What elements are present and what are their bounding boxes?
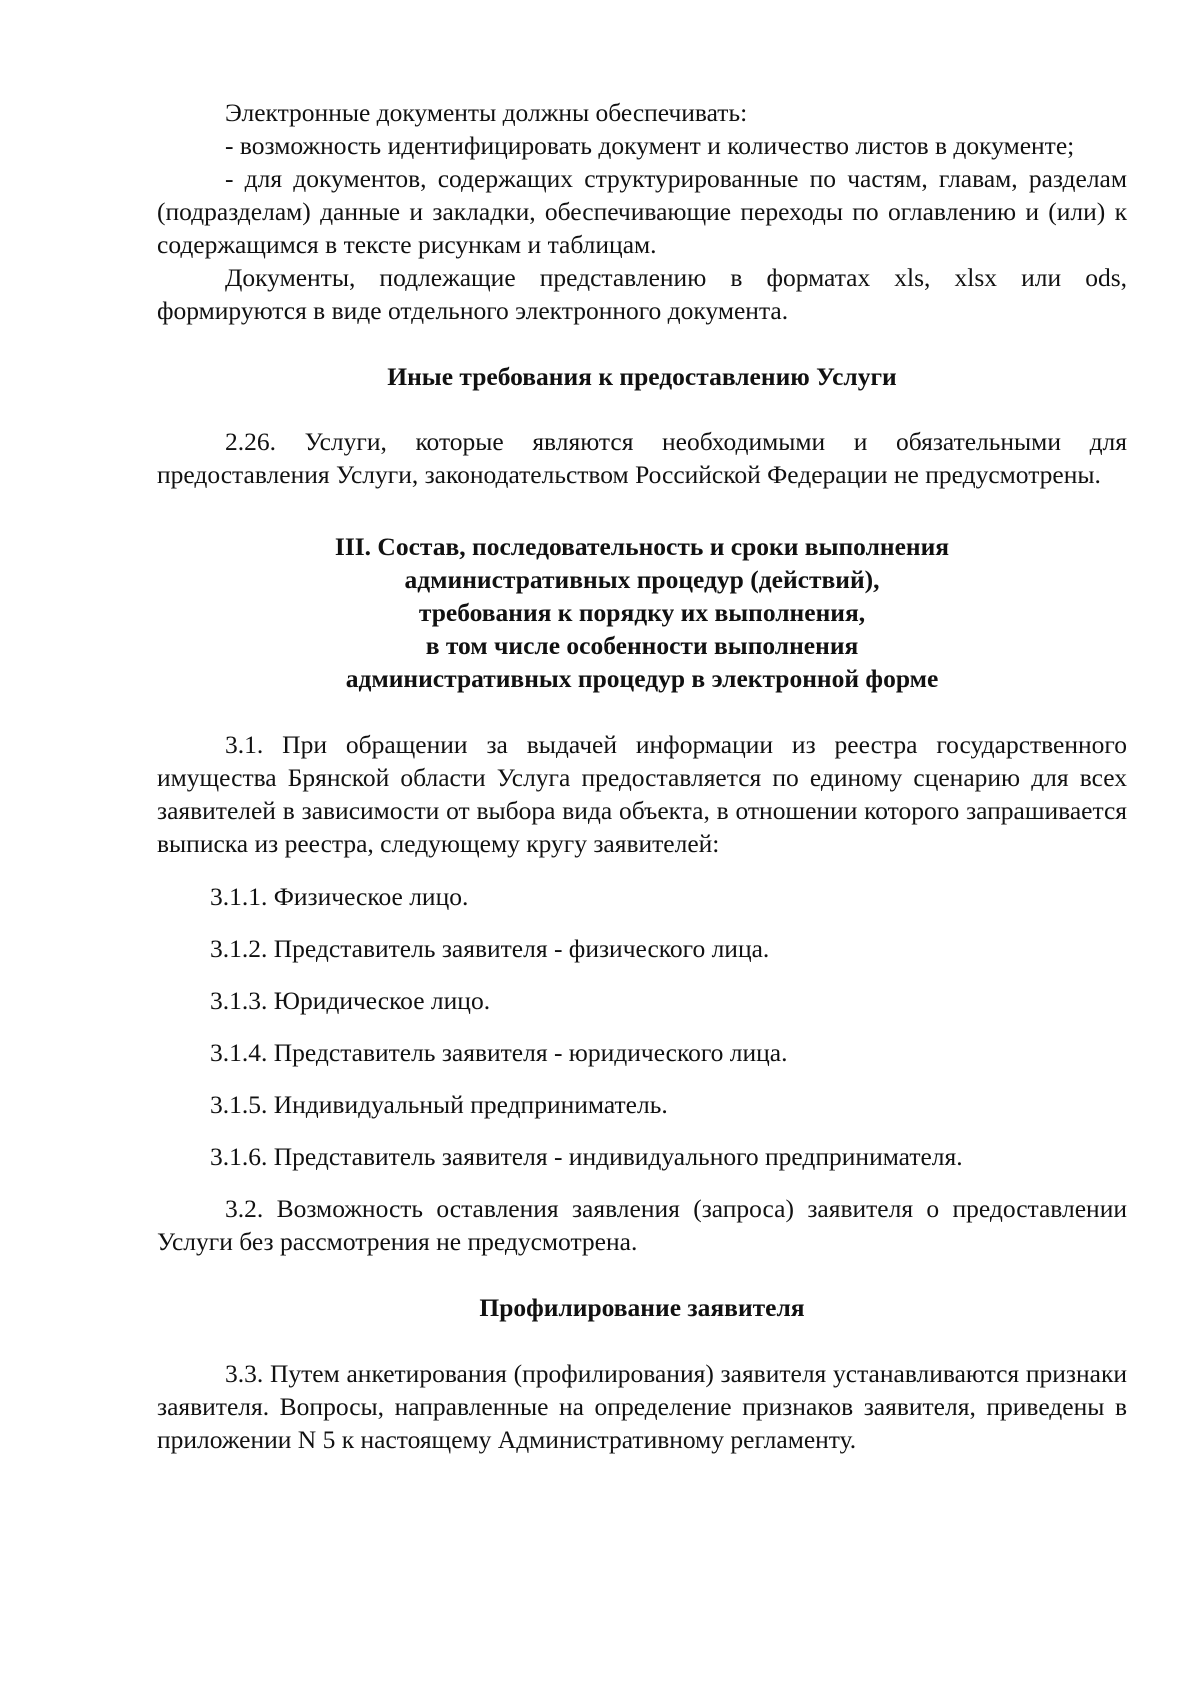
section-3-heading-line: административных процедур в электронной форме <box>345 664 939 693</box>
paragraph-3-1: 3.1. При обращении за выдачей информации из реестра государственного имущества Брянской области Услуга предоставляется по единому сценарию для всех заявителей в зависимости от выбора вида объекта, в отношении которого запрашивается выписка из реестра, следующему кругу заявителей: <box>157 730 1127 858</box>
list-item: 3.1.1. Физическое лицо. <box>210 882 469 911</box>
paragraph-3-2: 3.2. Возможность оставления заявления (запроса) заявителя о предоставлении Услуги без рассмотрения не предусмотрена. <box>157 1194 1127 1256</box>
section-3-heading-line: III. Состав, последовательность и сроки выполнения <box>334 532 950 561</box>
intro-paragraph: Документы, подлежащие представлению в форматах xls, xlsx или ods, формируются в виде отдельного электронного документа. <box>157 263 1127 325</box>
document-body <box>157 96 1127 1456</box>
section-3-heading-line: в том числе особенности выполнения <box>425 631 859 660</box>
intro-item-2: - для документов, содержащих структурированные по частям, главам, разделам (подразделам) данные и закладки, обеспечивающие переходы по оглавлению и (или) к содержащимся в тексте рисункам и таблицам. <box>157 164 1127 259</box>
intro-line: Электронные документы должны обеспечивать: <box>225 98 748 127</box>
list-item: 3.1.4. Представитель заявителя - юридического лица. <box>210 1038 788 1067</box>
list-item: 3.1.5. Индивидуальный предприниматель. <box>210 1090 668 1119</box>
section-3-heading-line: административных процедур (действий), <box>404 565 880 594</box>
paragraph-3-3: 3.3. Путем анкетирования (профилирования) заявителя устанавливаются признаки заявителя. Вопросы, направленные на определение признаков заявителя, приведены в приложении N 5 к настоящему Административному регламенту. <box>157 1359 1127 1454</box>
list-item: 3.1.3. Юридическое лицо. <box>210 986 491 1015</box>
section-3-heading-line: требования к порядку их выполнения, <box>418 598 866 627</box>
section-heading-profiling: Профилирование заявителя <box>479 1293 805 1322</box>
intro-item-1: - возможность идентифицировать документ и количество листов в документе; <box>225 131 1075 160</box>
section-3-heading <box>157 530 1127 695</box>
paragraph-2-26: 2.26. Услуги, которые являются необходимыми и обязательными для предоставления Услуги, законодательством Российской Федерации не предусмотрены. <box>157 427 1127 489</box>
section-heading-other-requirements: Иные требования к предоставлению Услуги <box>387 362 897 391</box>
list-item: 3.1.2. Представитель заявителя - физического лица. <box>210 934 770 963</box>
list-item: 3.1.6. Представитель заявителя - индивидуального предпринимателя. <box>210 1142 963 1171</box>
